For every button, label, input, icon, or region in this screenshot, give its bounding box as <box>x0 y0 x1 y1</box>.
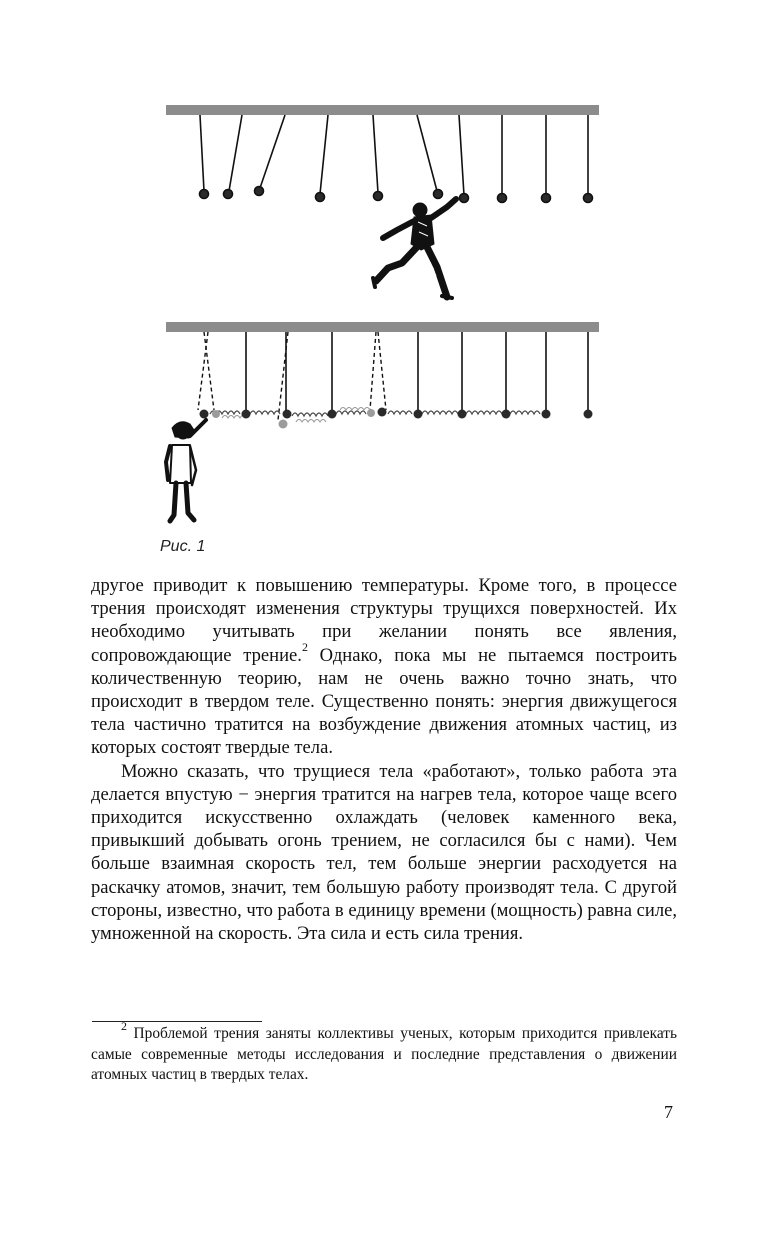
upper-bar <box>166 105 599 115</box>
paragraph-1-text: другое приводит к повышению температуры. Кроме того, в процессе трения происходят изменения структуры трущихся поверхностей. Их необходимо учитывать при желании понять все явления, сопровождающие трение. <box>91 575 677 666</box>
paragraph-1 <box>91 574 677 760</box>
footnote-paragraph <box>91 1018 677 1086</box>
running-figure <box>373 199 456 298</box>
footnote-ref[interactable]: 2 <box>301 640 308 655</box>
figure-pendulums <box>0 0 767 540</box>
springs <box>210 411 540 416</box>
standing-figure <box>166 420 206 521</box>
upper-pendulums <box>200 115 593 203</box>
paragraph-2: Можно сказать, что трущиеся тела «работают», только работа эта делается впустую − энергия тратится на нагрев тела, которое чаще всего приходится искусственно охлаждать (человек каменного века, привыкший добывать огонь трением, не согласился бы с нами). Чем больше взаимная скорость тел, тем больше энергии расходуется на раскачку атомов, значит, тем большую работу производят тела. С другой стороны, известно, что работа в единицу времени (мощность) равна силе, умноженной на скорость. Эта сила и есть сила трения. <box>91 760 677 945</box>
lower-strings <box>246 332 588 410</box>
page-number: 7 <box>664 1102 673 1122</box>
ghost-balls <box>212 409 375 429</box>
figure-caption: Рис. 1 <box>160 538 206 555</box>
paragraph-1-tail: Однако, пока мы не пытаемся построить количественную теорию, нам не очень важно точно знать, что происходит в твердом теле. Существенно понять: энергия движущегося тела частично тратится на возбуждение движения атомных частиц, из которых состоят твердые тела. <box>91 644 678 759</box>
body-text <box>91 574 677 945</box>
lower-bar <box>166 322 599 332</box>
footnote-separator <box>92 1021 262 1022</box>
lower-strings-dashed <box>198 332 386 420</box>
footnote-mark: 2 <box>121 1018 127 1033</box>
footnote-text: Проблемой трения заняты коллективы ученых, которым приходится привлекать самые современные методы исследования и последние представления о движении атомных частиц в твердых телах. <box>91 1025 677 1083</box>
footnote <box>91 1018 677 1086</box>
